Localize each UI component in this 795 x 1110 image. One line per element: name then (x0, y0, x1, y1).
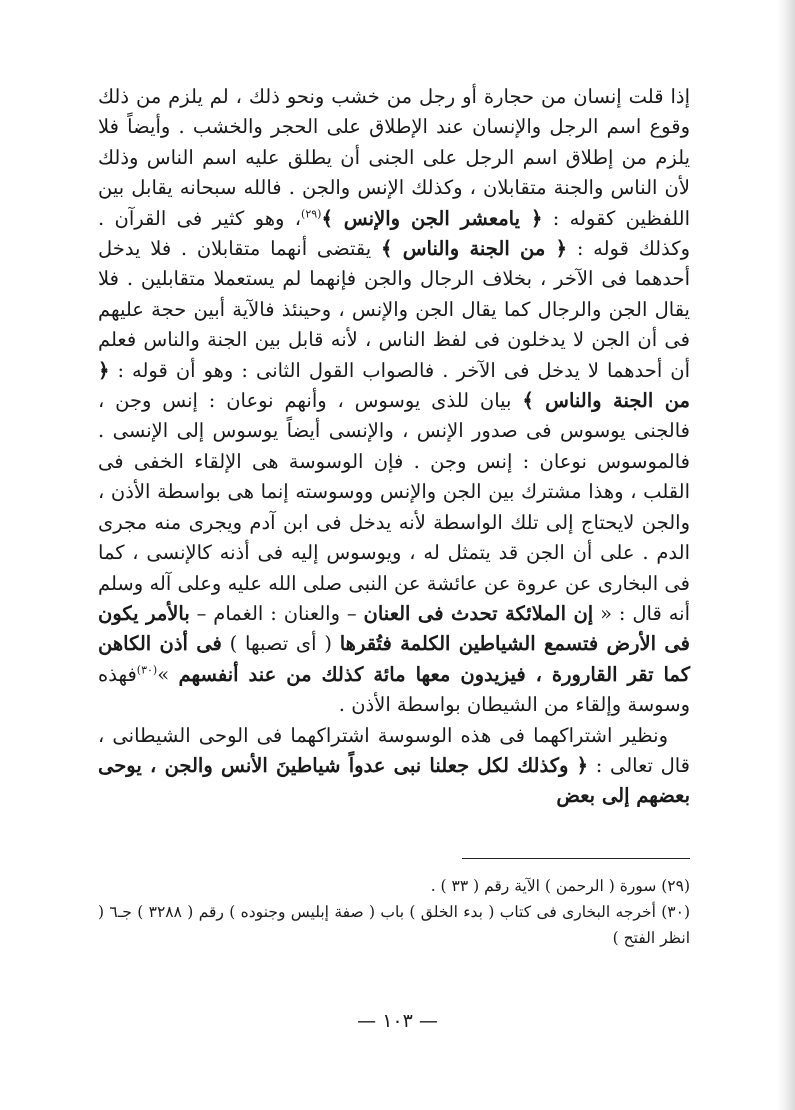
quran-quote: ﴿ من الجنة والناس ﴾ (380, 237, 568, 261)
scan-edge-shadow (777, 0, 795, 1110)
text-run: بيان للذى يوسوس ، وأنهم نوعان : إنس وجن ، فالجنى يوسوس فى صدور الإنس ، والإنسى أيضاً يوسوس إلى الإنسى . فالموسوس نوعان : إنس وجن . فإن الوسوسة هى الإلقاء الخفى فى القلب ، وهذا مشترك بين الجن والإنس ووسوسته إنما هى بواسطة الأذن ، والجن لايحتاج إلى تلك الواسطة لأنه يدخل فى ابن آدم ويجرى منه مجرى الدم . على أن الجن قد يتمثل له ، ويوسوس إليه فى أذنه كالإنسى ، كما فى البخارى عن عروة عن عائشة عن النبى صلى الله عليه وعلى آله وسلم أنه قال : « (98, 389, 690, 625)
text-run: يقتضى أنهما متقابلان . فلا يدخل أحدهما فى الآخر ، بخلاف الرجال والجن فإنهما لم يستعملا متقابلين . فلا يقال الجن والرجال كما يقال الجن والإنس ، وحينئذ فالآية أبين حجة عليهم فى أن الجن لا يدخلون فى لفظ الناس ، لأنه قابل بين الجنة والناس فعلم أن أحدهما لا يدخل فى الآخر . فالصواب القول الثانى : وهو أن قوله : (98, 237, 690, 382)
footnote-29: (٢٩) سورة ( الرحمن ) الآية رقم ( ٣٣ ) . (430, 876, 690, 895)
text-run: إذا قلت إنسان من حجارة أو رجل من خشب ونحو ذلك ، لم يلزم من ذلك وقوع اسم الرجل والإنسان عند الإطلاق على الحجر والخشب . وأيضاً فلا يلزم من إطلاق اسم الرجل على الجنى أن يطلق عليه اسم الناس وذلك لأن الناس والجنة متقابلان ، وكذلك الإنس والجن . فالله سبحانه يقابل بين اللفظين كقوله : (98, 85, 691, 230)
main-text (98, 82, 690, 812)
text-run: ( أى تصبها ) (229, 632, 332, 656)
footnotes (98, 873, 690, 951)
page-body (98, 82, 690, 951)
hadith-quote: إن الملائكة تحدث فى العنان (363, 601, 594, 625)
quran-quote: ﴿ من الجنة والناس ﴾ (98, 358, 691, 413)
text-run: ، وهو كثير فى القرآن . وكذلك قوله : (98, 206, 691, 261)
footnote-ref-29[interactable]: (٢٩) (301, 207, 322, 221)
paragraph-1 (98, 82, 690, 721)
quran-quote: ﴿ يامعشر الجن والإنس ﴾ (321, 206, 543, 230)
footnote-separator (462, 858, 690, 859)
text-run: » (157, 662, 170, 686)
footnote-30: (٣٠) أخرجه البخارى فى كتاب ( بدء الخلق ) باب ( صفة إبليس وجنوده ) رقم ( ٣٢٨٨ ) جـ٦ ( انظر الفتح ) (98, 902, 690, 947)
paragraph-2 (98, 721, 690, 812)
footnote-ref-30[interactable]: (٣٠) (136, 663, 158, 677)
hadith-quote: فى أذن الكاهن كما تقر القارورة ، فيزيدون معها مائة كذلك من عند أنفسهم (98, 632, 690, 686)
page-number: — ١٠٣ — (357, 1010, 438, 1032)
text-run: فهذه وسوسة وإلقاء من الشيطان بواسطة الأذن . (98, 662, 690, 717)
hadith-quote: بالأمر يكون فى الأرض فتسمع الشياطين الكلمة فتُقرها (98, 601, 691, 656)
text-run: – والعنان : الغمام – (196, 601, 357, 625)
text-run: ونظير اشتراكهما فى هذه الوسوسة اشتراكهما فى الوحى الشيطانى ، قال تعالى : (98, 723, 691, 777)
quran-quote: ﴿ وكذلك لكل جعلنا نبى عدواً شياطينَ الأنس والجن ، يوحى بعضهم إلى بعض (98, 753, 690, 808)
